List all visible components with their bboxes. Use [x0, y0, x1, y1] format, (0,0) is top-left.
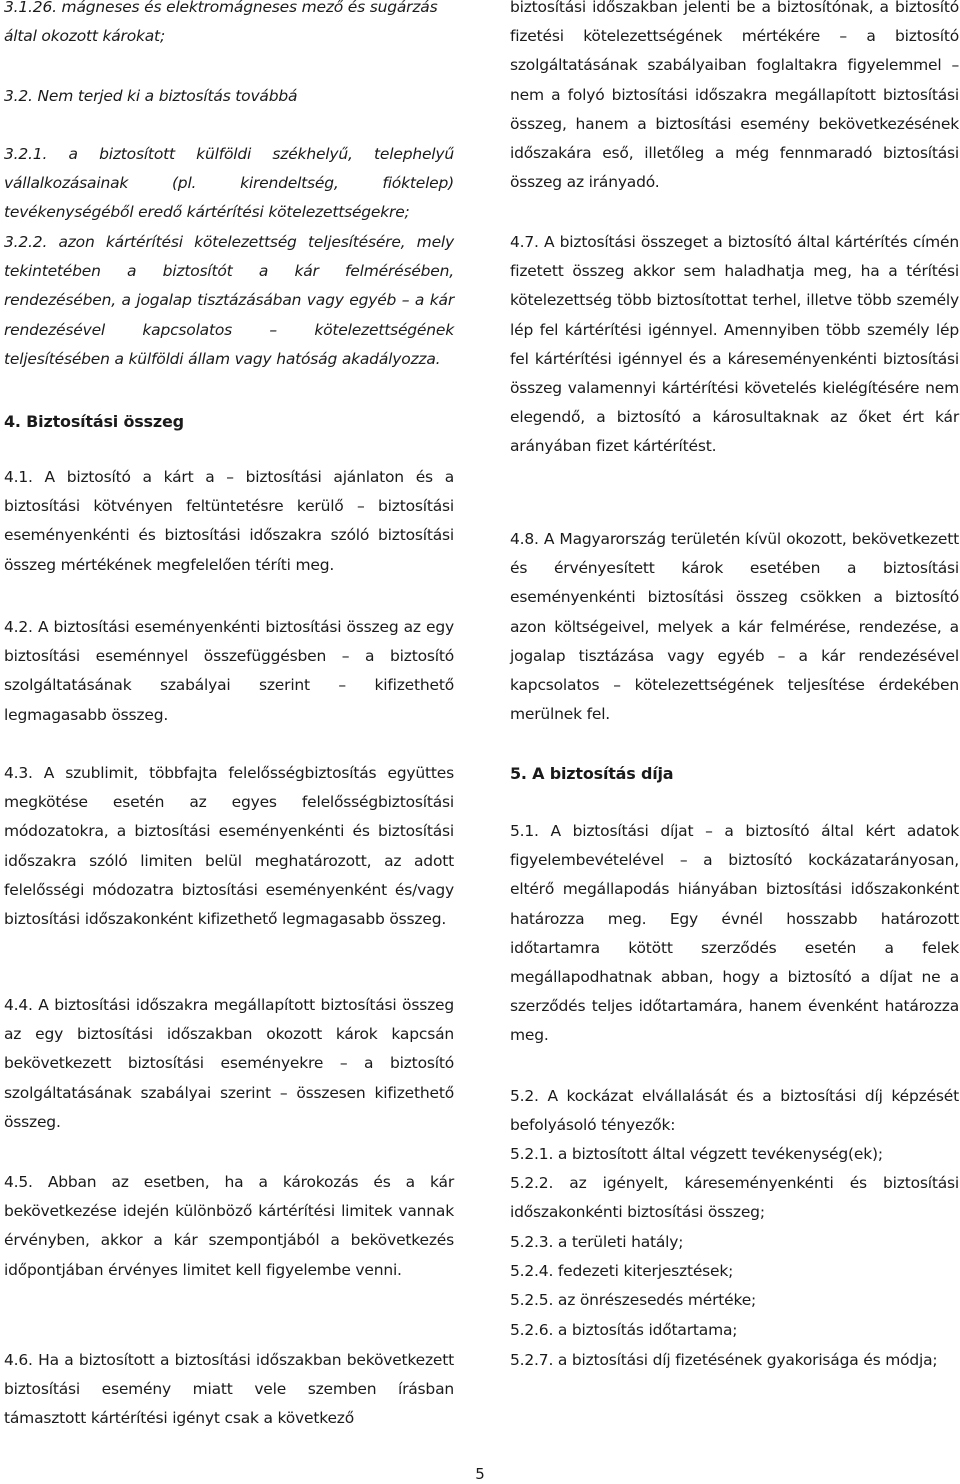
clause-4-8: 4.8. A Magyarország területén kívül okozott, bekövetkezett és érvényesített károk esetében a biztosítási eseményenkénti biztosítási összeg csökken a biztosító azon költségeivel, melyek a kár felmérése, rendezése, a jogalap tisztázása vagy egyéb – a kár rendezésével kapcsolatos – kötelezettségének teljesítése érdekében merülnek fel.	[510, 530, 959, 724]
clause-4-6-continued: biztosítási időszakban jelenti be a biztosítónak, a biztosító fizetési kötelezettségének mértékére – a biztosító szolgáltatásának szabályaiban foglaltakra figyelemmel – nem a folyó biztosítási időszakra megállapított biztosítási összeg, hanem a biztosítási esemény bekövetkezésének időszakára eső, illetőleg a még fennmaradó biztosítási összeg az irányadó.	[510, 0, 959, 192]
clause-5-2-5: 5.2.5. az önrészesedés mértéke;	[510, 1291, 757, 1309]
clause-4-4: 4.4. A biztosítási időszakra megállapított biztosítási összeg az egy biztosítási időszakban okozott károk kapcsán bekövetkezett biztosítási eseményekre – a biztosító szolgáltatásának szabályai szerint – összesen kifizethető összeg.	[4, 996, 454, 1131]
page-number: 5	[475, 1465, 485, 1483]
clause-5-2: 5.2. A kockázat elvállalását és a biztosítási díj képzését befolyásoló tényezők:	[510, 1087, 959, 1135]
clause-5-2-2: 5.2.2. az igényelt, káreseményenkénti és biztosítási időszakonkénti biztosítási összeg;	[510, 1174, 959, 1222]
clause-3-2-1: 3.2.1. a biztosított külföldi székhelyű, telephelyű vállalkozásainak (pl. kirendeltség, fióktelep) tevékenységéből eredő kártérítési kötelezettségekre;	[4, 145, 454, 222]
clause-5-2-3: 5.2.3. a területi hatály;	[510, 1233, 684, 1251]
clause-5-2-1: 5.2.1. a biztosított által végzett tevékenység(ek);	[510, 1145, 883, 1163]
section-heading-4: 4. Biztosítási összeg	[4, 412, 184, 431]
clause-4-7: 4.7. A biztosítási összeget a biztosító által kártérítés címén fizetett összeg akkor sem haladhatja meg, ha a térítési kötelezettség több biztosítottat terhel, illetve több személy lép fel kártérítési igénnyel. Amennyiben több személy lép fel kártérítési igénnyel és a káreseményenkénti biztosítási összeg valamennyi kártérítési követelés kielégítésére nem elegendő, a biztosító a károsultaknak az őket ért kár arányában fizet kártérítést.	[510, 233, 959, 456]
clause-3-1-26: 3.1.26. mágneses és elektromágneses mező és sugárzás által okozott károkat;	[4, 0, 438, 46]
clause-3-2: 3.2. Nem terjed ki a biztosítás továbbá	[4, 87, 298, 105]
clause-4-2: 4.2. A biztosítási eseményenkénti biztosítási összeg az egy biztosítási eseménnyel összefüggésben – a biztosító szolgáltatásának szabályai szerint – kifizethető legmagasabb összeg.	[4, 618, 454, 724]
clause-5-2-7: 5.2.7. a biztosítási díj fizetésének gyakorisága és módja;	[510, 1351, 938, 1369]
clause-4-3: 4.3. A szublimit, többfajta felelősségbiztosítás együttes megkötése esetén az egyes felelősségbiztosítási módozatokra, a biztosítási eseményenkénti és biztosítási időszakra szóló limiten belül meghatározott, az adott felelősségi módozatra biztosítási eseményenként és/vagy biztosítási időszakonként kifizethető legmagasabb összeg.	[4, 764, 454, 929]
section-heading-5: 5. A biztosítás díja	[510, 764, 674, 783]
clause-3-2-2: 3.2.2. azon kártérítési kötelezettség teljesítésére, mely tekintetében a biztosítót a kár felmérésében, rendezésében, a jogalap tisztázásában vagy egyéb – a kár rendezésével kapcsolatos – kötelezettségének teljesítésében a külföldi állam vagy hatóság akadályozza.	[4, 233, 454, 368]
clause-4-6: 4.6. Ha a biztosított a biztosítási időszakban bekövetkezett biztosítási esemény miatt vele szemben írásban támasztott kártérítési igényt csak a következő	[4, 1351, 454, 1428]
clause-4-1: 4.1. A biztosító a kárt a – biztosítási ajánlaton és a biztosítási kötvényen feltüntetésre kerülő – biztosítási eseményenkénti és biztosítási időszakra szóló biztosítási összeg mértékének megfelelően téríti meg.	[4, 468, 454, 574]
clause-5-1: 5.1. A biztosítási díjat – a biztosító által kért adatok figyelembevételével – a biztosító kockázatarányosan, eltérő megállapodás hiányában biztosítási időszakonként határozza meg. Egy évnél hosszabb határozott időtartamra kötött szerződés esetén a felek megállapodhatnak abban, hogy a biztosító a díjat ne a szerződés teljes időtartamára, hanem évenként határozza meg.	[510, 822, 959, 1045]
clause-5-2-4: 5.2.4. fedezeti kiterjesztések;	[510, 1262, 734, 1280]
clause-5-2-6: 5.2.6. a biztosítás időtartama;	[510, 1321, 738, 1339]
clause-4-5: 4.5. Abban az esetben, ha a károkozás és a kár bekövetkezése idején különböző kártérítési limitek vannak érvényben, akkor a kár szempontjából a bekövetkezés időpontjában érvényes limitet kell figyelembe venni.	[4, 1173, 454, 1279]
